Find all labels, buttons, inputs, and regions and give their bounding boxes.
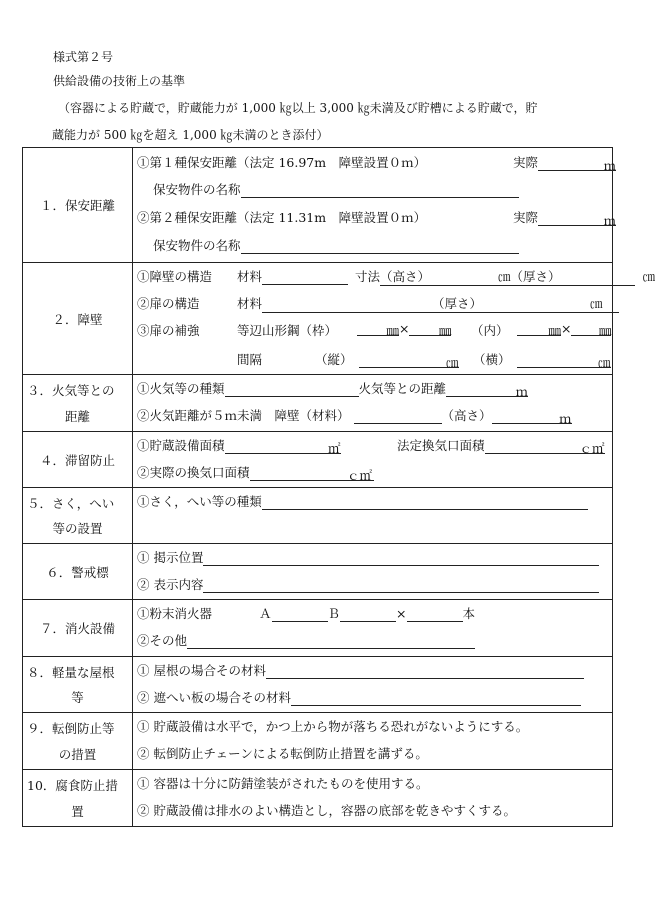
other-equipment-label: ②その他	[137, 633, 188, 648]
barrier-material-field[interactable]	[262, 270, 348, 285]
row-label	[23, 488, 133, 543]
height-label: （高さ）	[380, 269, 431, 284]
actual-distance-field-1[interactable]	[538, 156, 616, 171]
fire-type-label: ①火気等の種類	[137, 381, 225, 396]
unit-m: ｍ	[603, 213, 617, 228]
inner-size-b-field[interactable]	[571, 321, 611, 336]
extinguisher-count-field[interactable]	[407, 607, 463, 622]
unit-m: ｍ	[603, 158, 617, 173]
spacing-vertical-field[interactable]	[359, 353, 459, 368]
shield-material-field[interactable]	[291, 691, 581, 706]
fall-prevention-item-2: ② 転倒防止チェーンによる転倒防止措置を講ずる。	[137, 746, 428, 761]
actual-label: 実際	[513, 155, 539, 170]
spacing-horizontal-field[interactable]	[517, 353, 611, 368]
actual-vent-field[interactable]	[250, 466, 374, 481]
second-class-distance-label: ②第２種保安距離（法定 11.31m 障壁設置０ｍ）	[137, 210, 427, 225]
row-label-line-2: 距離	[64, 409, 90, 424]
unit-cm: ㎝	[598, 355, 611, 370]
sign-content-label: ② 表示内容	[137, 577, 204, 592]
corrosion-item-1: ① 容器は十分に防錆塗装がされたものを使用する。	[137, 776, 429, 791]
fence-type-label: ①さく，へい等の種類	[137, 494, 262, 509]
unit-cm: ㎝	[446, 355, 459, 370]
frame-size-a-field[interactable]	[357, 321, 399, 336]
row-label	[23, 713, 133, 769]
fire-distance-label: 火気等との距離	[358, 381, 447, 396]
note-line-2: 蔵能力が 500 ㎏を超え 1,000 ㎏未満のとき添付）	[52, 128, 329, 142]
storage-area-field[interactable]	[225, 439, 341, 454]
unit-cm: ㎝	[498, 269, 511, 284]
row-safety-distance	[23, 148, 617, 263]
row-label: ４．滞留防止	[23, 432, 133, 487]
barrier-size-field[interactable]	[380, 267, 655, 286]
row-fire-distance	[23, 375, 612, 432]
thickness-label: （厚さ）	[510, 269, 561, 284]
unit-cm2: ｃ㎡	[347, 468, 373, 483]
unit-cm: ㎝	[642, 269, 655, 284]
row-fence	[23, 488, 612, 544]
unit-mm: ㎜	[386, 323, 399, 338]
actual-label: 実際	[513, 210, 539, 225]
row-retention-prevention	[23, 432, 612, 488]
sign-location-label: ① 掲示位置	[137, 550, 204, 565]
actual-distance-field-2[interactable]	[538, 211, 616, 226]
row-label-line-1: ８．軽量な屋根	[27, 664, 115, 680]
row-barrier	[23, 263, 655, 375]
fire-distance-field[interactable]	[446, 382, 528, 397]
class-b-field[interactable]	[340, 607, 396, 622]
actual-vent-label: ②実際の換気口面積	[137, 465, 250, 480]
other-equipment-field[interactable]	[187, 634, 475, 649]
row-warning-sign	[23, 544, 612, 600]
row-label-line-2: 等	[71, 690, 84, 706]
times-sign: ×	[561, 321, 572, 336]
class-b-label: Ｂ	[327, 606, 341, 621]
unit-mm: ㎜	[438, 323, 452, 338]
sign-location-field[interactable]	[203, 551, 599, 566]
row-light-roof	[23, 657, 612, 713]
fire-barrier-material-field[interactable]	[354, 409, 442, 424]
storage-area-label: ①貯蔵設備面積	[137, 438, 225, 453]
count-unit: 本	[462, 606, 476, 621]
row-label-line-2: の措置	[58, 747, 97, 762]
row-label	[23, 657, 133, 712]
powder-extinguisher-label: ①粉末消火器	[137, 606, 213, 621]
frame-size-b-field[interactable]	[409, 321, 451, 336]
class-a-label: Ａ	[259, 606, 272, 621]
spacing-label: 間隔	[237, 352, 263, 367]
unit-mm: ㎜	[598, 323, 612, 338]
row-label-line-1: ９．転倒防止等	[27, 721, 115, 736]
angle-steel-label: 等辺山形鋼（枠）	[237, 323, 338, 338]
protected-object-label-1: 保安物件の名称	[153, 182, 241, 197]
row-label: ７．消火設備	[23, 600, 133, 656]
form-title: 供給設備の技術上の基準	[53, 74, 186, 88]
times-sign: ×	[396, 606, 407, 621]
height-label: （高さ）	[441, 408, 492, 423]
first-class-distance-label: ①第１種保安距離（法定 16.97m 障壁設置０ｍ）	[137, 155, 427, 170]
material-label: 材料	[237, 269, 263, 284]
roof-material-field[interactable]	[266, 664, 584, 679]
roof-material-label: ① 屋根の場合その材料	[137, 663, 266, 678]
row-corrosion-prevention	[23, 770, 612, 826]
class-a-field[interactable]	[272, 607, 328, 622]
shield-material-label: ② 遮へい板の場合その材料	[137, 690, 291, 705]
door-structure-label: ②扉の構造	[137, 296, 200, 311]
inner-size-a-field[interactable]	[517, 321, 561, 336]
unit-cm2: ｃ㎡	[579, 441, 605, 456]
legal-vent-field[interactable]	[485, 439, 605, 454]
row-label: ６．警戒標	[23, 544, 133, 599]
inner-label: （内）	[471, 323, 509, 338]
standards-table	[22, 147, 655, 827]
form-number: 様式第２号	[53, 50, 114, 64]
row-label-line-2: 等の設置	[52, 521, 103, 537]
unit-m2: ㎡	[328, 441, 341, 456]
row-fire-extinguisher	[23, 600, 612, 657]
times-sign: ×	[399, 321, 410, 336]
material-label: 材料	[237, 296, 263, 311]
fire-barrier-label: ②火気距離が５ｍ未満 障壁（材料）	[137, 408, 350, 423]
row-label-line-1: ３．火気等との	[27, 383, 115, 398]
fence-type-field[interactable]	[262, 495, 588, 510]
sign-content-field[interactable]	[203, 578, 599, 593]
note-line-1: （容器による貯蔵で，貯蔵能力が 1,000 ㎏以上 3,000 ㎏未満及び貯槽による貯蔵で，貯	[58, 101, 538, 115]
row-label-line-2: 置	[71, 804, 84, 819]
size-label: 寸法	[355, 269, 381, 284]
row-label: ２．障壁	[23, 263, 133, 374]
protected-object-label-2: 保安物件の名称	[153, 238, 241, 253]
row-label	[23, 770, 133, 826]
door-material-field[interactable]	[262, 294, 619, 313]
protected-object-field-1[interactable]	[241, 183, 519, 198]
row-label-line-1: 10．腐食防止措	[27, 778, 118, 793]
fall-prevention-item-1: ① 貯蔵設備は水平で，かつ上から物が落ちる恐れがないようにする。	[137, 719, 529, 734]
fire-type-field[interactable]	[225, 382, 359, 397]
row-fall-prevention	[23, 713, 612, 770]
vertical-label: （縦）	[315, 352, 353, 367]
row-label-line-1: ５．さく，へい	[27, 495, 115, 511]
corrosion-item-2: ② 貯蔵設備は排水のよい構造とし，容器の底部を乾きやすくする。	[137, 803, 516, 818]
legal-vent-label: 法定換気口面積	[397, 438, 485, 453]
unit-m: ｍ	[515, 384, 529, 399]
door-reinforcement-label: ③扉の補強	[137, 323, 200, 338]
unit-mm: ㎜	[548, 323, 561, 338]
row-label	[23, 375, 133, 431]
row-label: １．保安距離	[23, 148, 133, 262]
unit-m: ｍ	[559, 411, 572, 426]
protected-object-field-2[interactable]	[241, 239, 519, 254]
fire-barrier-height-field[interactable]	[492, 409, 572, 424]
horizontal-label: （横）	[473, 352, 511, 367]
thickness-label: （厚さ）	[432, 296, 483, 311]
unit-cm: ㎝	[590, 296, 603, 311]
barrier-structure-label: ①障壁の構造	[137, 269, 213, 284]
